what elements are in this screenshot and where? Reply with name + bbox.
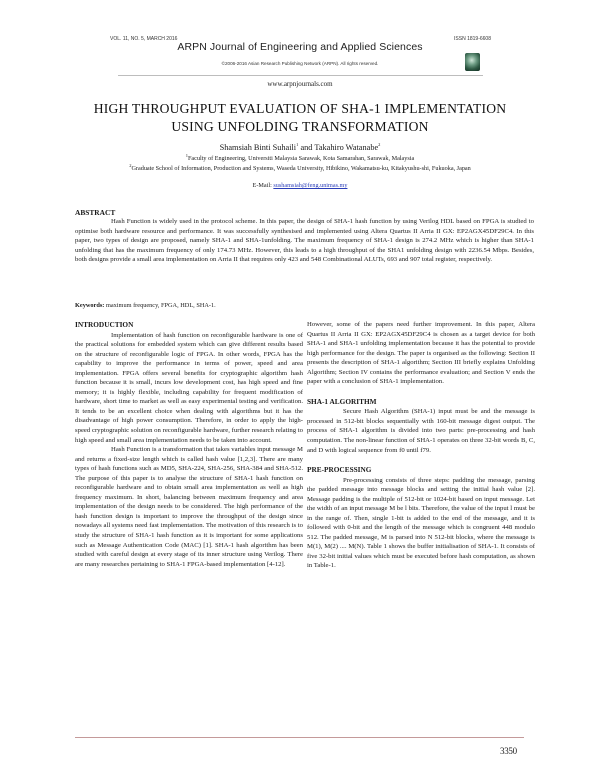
keywords bbox=[75, 302, 216, 309]
header-divider bbox=[118, 75, 483, 76]
sha1-algorithm-heading: SHA-1 ALGORITHM bbox=[307, 396, 377, 406]
title-line-2: USING UNFOLDING TRANSFORMATION bbox=[171, 119, 429, 134]
title-line-1: HIGH THROUGHPUT EVALUATION OF SHA-1 IMPLEMENTATION bbox=[93, 101, 507, 116]
paper-title bbox=[0, 100, 600, 136]
pre-processing-paragraph: Pre-processing consists of three steps: padding the message, parsing the padded message into message blocks and setting the initial hash value [2]. Message padding is the multiple of 512-bit or 1024-bit based on input message. Let the width of an input message M be l bits. Therefore, the value of the input l must be in the range of. Then, single 1-bit is added to the end of the message, and it is followed with 0-bit and the length of the message which is congruent 448 modulo 512. The padded message, M is parsed into N 512-bit blocks, where the message is M(1), M(2) .... M(N). Table 1 shows the buffer initialisation of SHA-1. It consists of five 32-bit initial values which must be executed before hash computation, as shown in Table-1. bbox=[307, 476, 535, 570]
pre-processing-heading: PRE-PROCESSING bbox=[307, 465, 372, 475]
author-2-affiliation-marker: 2 bbox=[378, 142, 381, 148]
author-line bbox=[0, 143, 600, 152]
author-1: Shamsiah Binti Suhaili bbox=[219, 143, 297, 152]
abstract-text: Hash Function is widely used in the protocol scheme. In this paper, the design of SHA-1 hash function by using Verilog HDL based on FPGA is studied to optimise both hardware resource and performance. It was successfully synthesised and implemented using Altera Quartus II Arria II GX: EP2AGX45DF29C4. In this paper, two types of design are proposed, namely SHA-1 and SHA-1unfolding. The maximum frequency of SHA-1 design is 274.2 MHz which is higher than SHA-1 unfolding that has the maximum frequency of only 174.73 MHz. However, this leads to a high throughput of the SHA1 unfolding design with 2236.54 Mbps. Besides, both designs provide a small area implementation on Arria II that requires only 423 and 548 Combinational ALUTs, 693 and 907 total register, respectively. bbox=[75, 218, 534, 263]
introduction-heading: INTRODUCTION bbox=[75, 320, 134, 329]
introduction-paragraph-2: Hash Function is a transformation that takes variables input message M and returns a fixed-size length which is called hash value [1,2,3]. There are many types of hash functions such as MD5, SHA-224, SHA-256, SHA-384 and SHA-512. The purpose of this paper is to analyse the structure of SHA-1 hash function on reconfigurable hardware and to obtain small area implementation as well as high frequency maximum. In short, balancing between maximum frequency and area implementation of the design needs to be considered. The high performance of the hash function design is important to improve the throughput of the design since nowadays all systems need fast implementation. The motivation of this research is to study the structure of SHA-1 hash function as it is important for some applications such as Message Authentication Code (MAC) [1]. SHA-1 hash algorithm has been studied with careful design at every stage of its inner structure using Verilog. There are many researches pertaining to SHA-1 FPGA-based implementation [4-12]. bbox=[75, 446, 303, 568]
email-link[interactable]: sushamsiah@feng.unimas.my bbox=[273, 182, 348, 189]
affiliation-1 bbox=[70, 152, 530, 163]
author-1-affiliation-marker: 1 bbox=[296, 142, 299, 148]
issn: ISSN 1819-6608 bbox=[454, 36, 491, 42]
author-2: Takahiro Watanabe bbox=[314, 143, 379, 152]
keywords-label: Keywords: bbox=[75, 302, 105, 309]
left-column bbox=[75, 320, 303, 569]
keywords-text: maximum frequency, FPGA, HDL, SHA-1. bbox=[104, 302, 216, 309]
affiliation-2-text: Graduate School of Information, Production and Systems, Waseda University, Hibikino, Wakamatsu-ku, Kitakyushu-shi, Fukuoka, Japan bbox=[131, 165, 471, 172]
journal-url: www.arpnjournals.com bbox=[267, 80, 333, 88]
arpn-globe-logo-icon bbox=[465, 53, 480, 71]
affiliation-1-marker: 1 bbox=[185, 152, 188, 158]
affiliation-1-text: Faculty of Engineering, Universiti Malaysia Sarawak, Kota Samarahan, Sarawak, Malaysia bbox=[187, 155, 415, 162]
sha1-algorithm-paragraph: Secure Hash Algorithm (SHA-1) input must be and the message is processed in 512-bit blocks sequentially with 160-bit message digest output. The process of SHA-1 algorithm is divided into two parts: pre-processing and hash computation. The non-linear function of SHA-1 operates on three 32-bit words B, C, and D with logical sequence from f0 until f79. bbox=[307, 408, 535, 454]
journal-name: ARPN Journal of Engineering and Applied Sciences bbox=[177, 41, 423, 53]
introduction-continuation: However, some of the papers need further improvement. In this paper, Altera Quartus II Arria II GX: EP2AGX45DF29C4 is chosen as a target device for both SHA-1 and SHA-1 unfolding implementation because it has the potential to provide high performance for the design. The paper is organised as the following: Section II presents the description of SHA-1 algorithm; Section III briefly explains Unfolding Algorithm; Section IV contains the performance evaluation; and Section V ends the paper with a conclusion of SHA-1 implementation. bbox=[307, 321, 535, 386]
email-label: E-Mail: bbox=[252, 182, 274, 189]
introduction-paragraph-1: Implementation of hash function on reconfigurable hardware is one of the practical solutions for embedded system which can give different results based on the structure of reconfigurable logic of FPGA. In other words, FPGA has the capability to improve the performance in terms of power, speed and area implementation. FPGA offers several benefits for cryptographic algorithm hash function because it is small, incurs low development cost, has high speed and fine memory; it is highly flexible, including capability for frequent modification of hardware, short time to market as well as easy experimental testing and verification. It tends to be an excellent choice when dealing with algorithms but it has the disadvantage of high power consumption. Therefore, in order to apply the high-speed cryptographic solution on reconfigurable hardware, further research relating to high speed and small area implementation needs to be taken into account. bbox=[75, 331, 303, 444]
contact-email bbox=[0, 182, 600, 189]
footer-divider bbox=[75, 737, 524, 738]
right-column bbox=[307, 320, 535, 571]
affiliation-2-marker: 2 bbox=[129, 162, 132, 168]
volume-info: VOL. 11, NO. 5, MARCH 2016 bbox=[110, 36, 178, 42]
copyright-notice: ©2006-2016 Asian Research Publishing Network (ARPN). All rights reserved. bbox=[221, 61, 379, 66]
affiliation-2 bbox=[70, 162, 530, 173]
abstract-heading: ABSTRACT bbox=[75, 208, 116, 217]
page-number: 3350 bbox=[500, 746, 517, 756]
author-conjunction: and bbox=[298, 143, 315, 152]
